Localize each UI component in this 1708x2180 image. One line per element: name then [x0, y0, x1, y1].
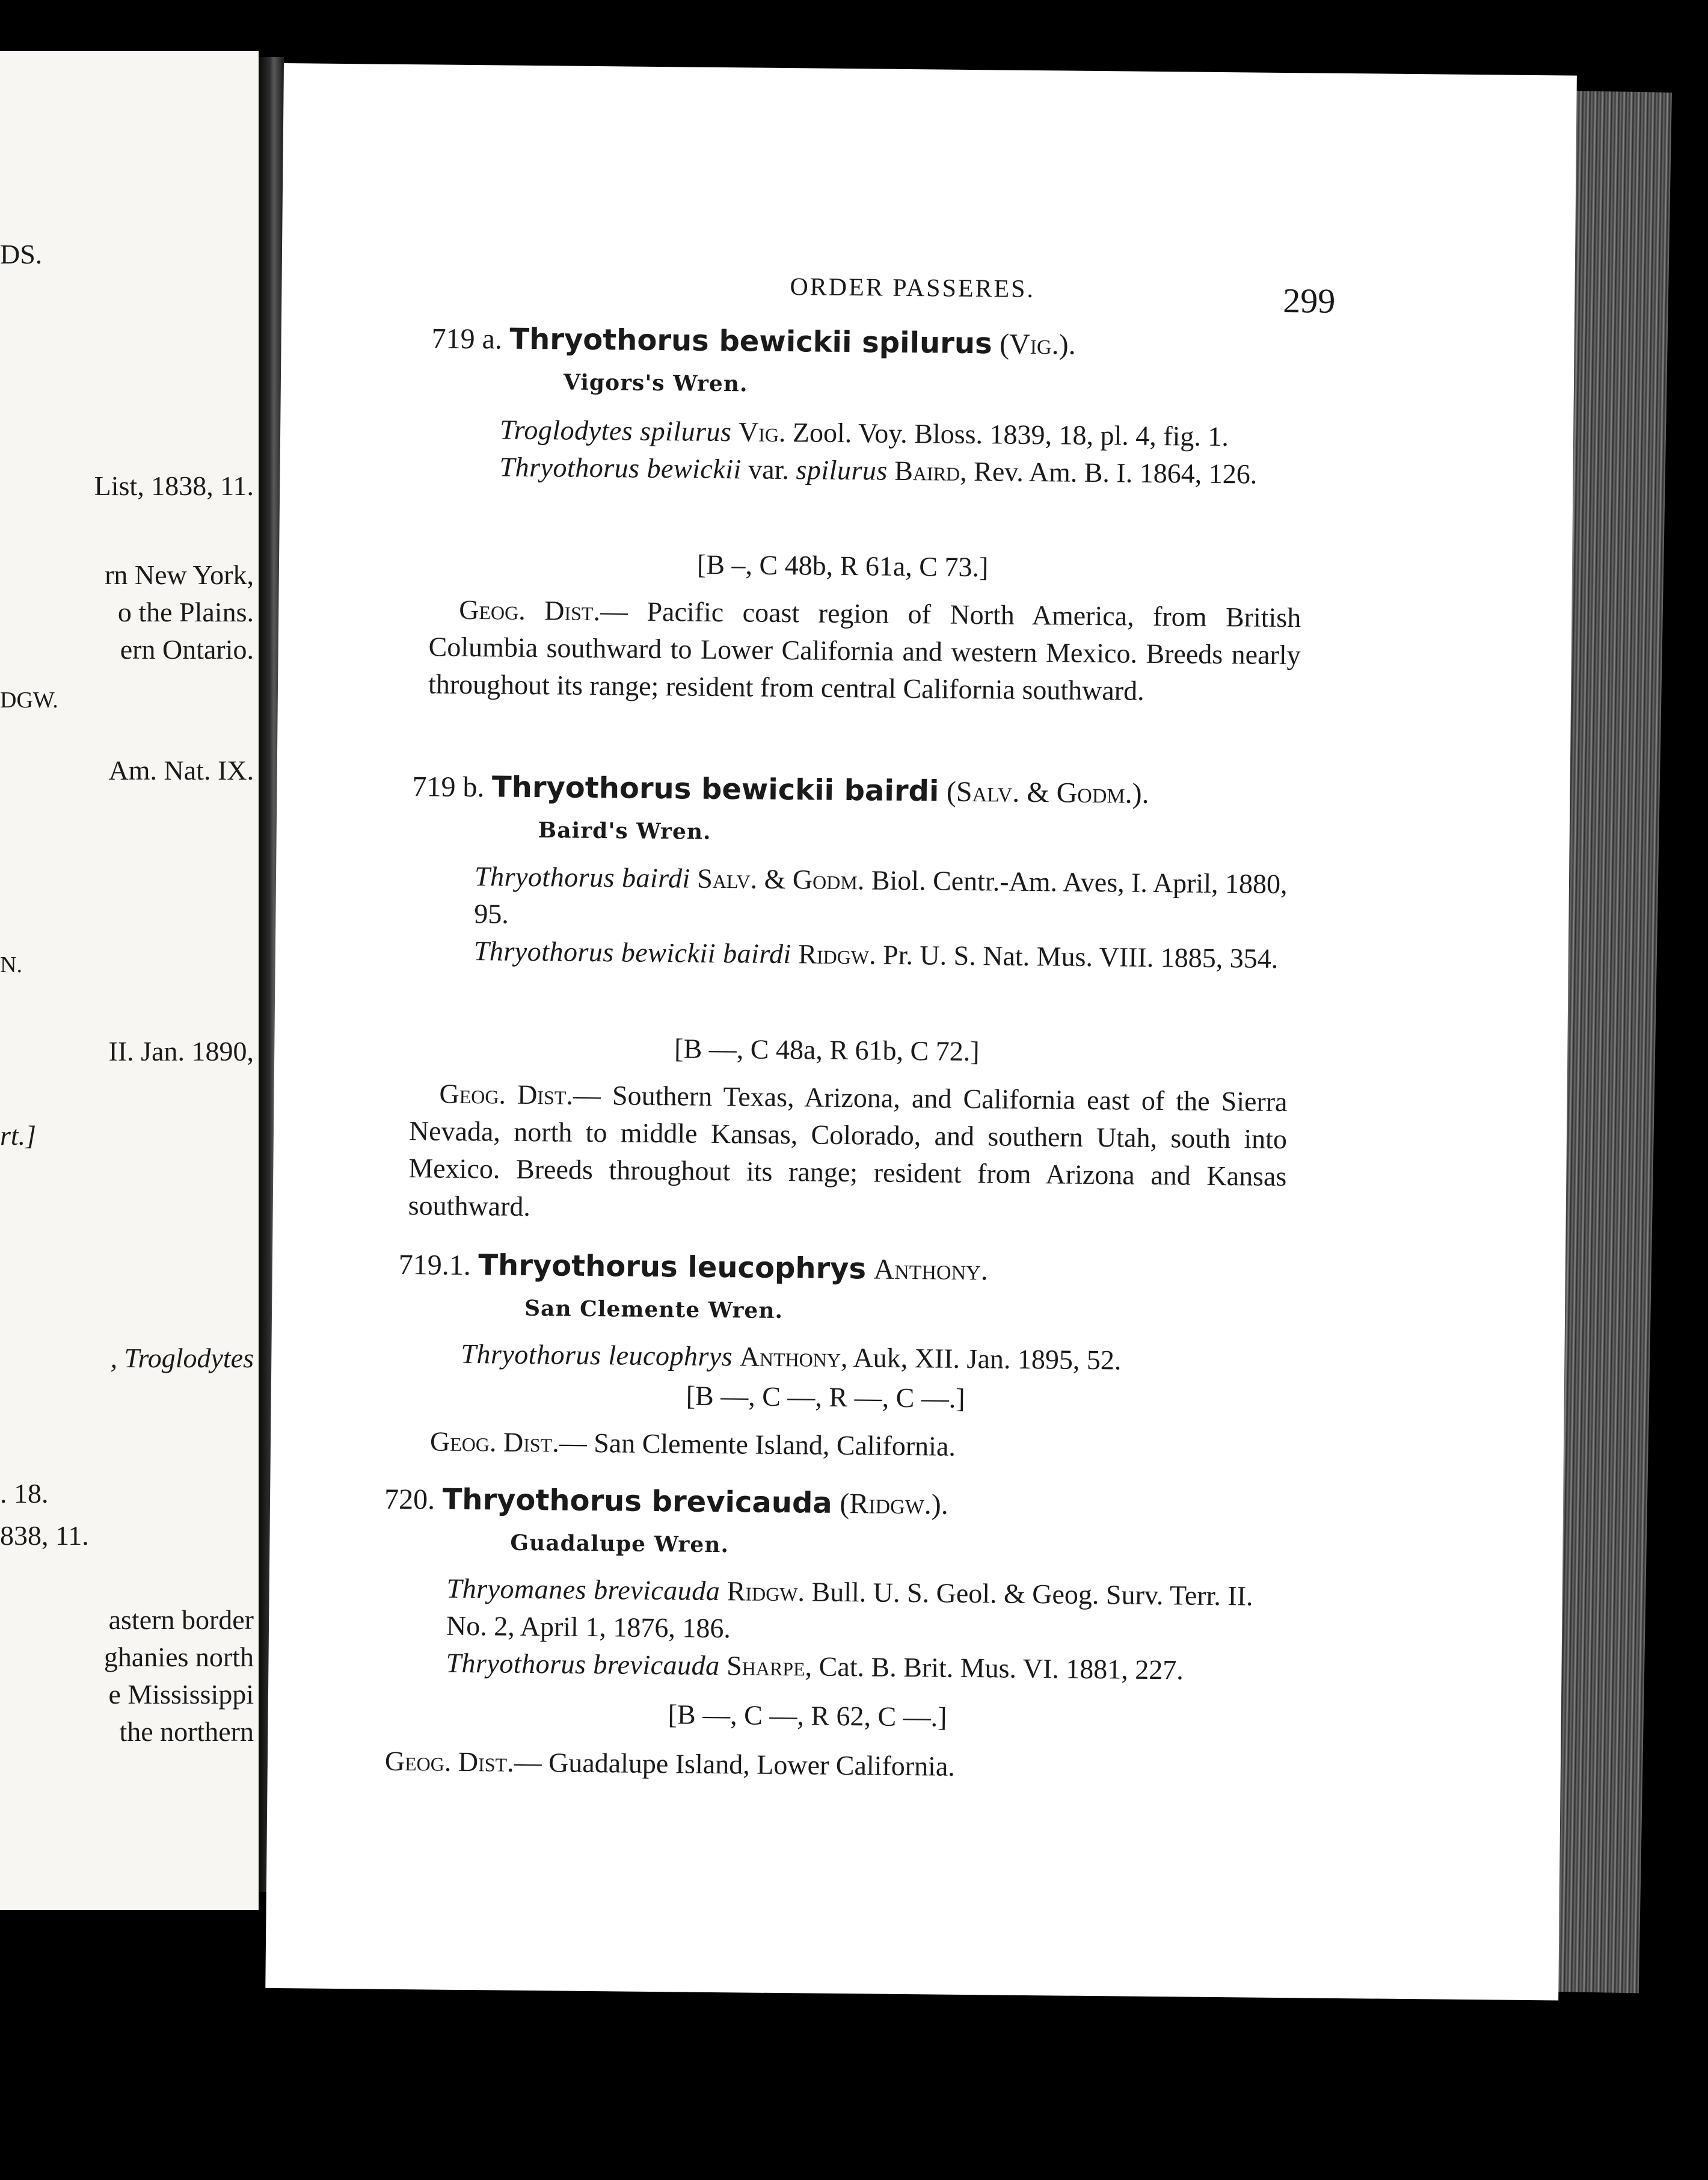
synonym-citation: Pr. U. S. Nat. Mus. VIII. 1885, 354. [882, 939, 1279, 974]
synonym-line [474, 932, 1292, 978]
synonym-name: Thryomanes brevicauda [446, 1572, 720, 1607]
entry-heading [399, 1246, 988, 1287]
synonym-citation: Cat. B. Brit. Mus. VI. 1881, 227. [819, 1651, 1184, 1686]
dist-label: Geog. Dist.— [384, 1745, 542, 1778]
synonym-line [446, 1645, 1288, 1690]
synonym-line [446, 1570, 1289, 1652]
synonym-name: Troglodytes spilurus [499, 414, 732, 448]
scientific-name: Thryothorus brevicauda [442, 1482, 833, 1520]
reference-codes: [B —, C 48a, R 61b, C 72.] [674, 1033, 980, 1067]
left-facing-page [0, 51, 259, 1910]
common-name: Vigors's Wren. [563, 369, 748, 397]
common-name: Baird's Wren. [538, 818, 711, 845]
left-page-fragment: II. Jan. 1890, [108, 1036, 254, 1067]
synonym-author: Sharpe, [726, 1650, 813, 1682]
scientific-name: Thryothorus bewickii bairdi [491, 770, 939, 808]
synonym-name: Thryothorus bewickii bairdi [473, 935, 792, 970]
authority: (Vig.). [999, 328, 1076, 361]
synonym-author: Salv. & Godm. [697, 863, 865, 896]
dist-text: Guadalupe Island, Lower California. [548, 1747, 956, 1782]
page-number: 299 [1282, 280, 1336, 321]
synonym-citation: Zool. Voy. Bloss. 1839, 18, pl. 4, fig. 1. [792, 417, 1229, 452]
common-name: Guadalupe Wren. [510, 1530, 730, 1558]
scientific-name: Thryothorus bewickii spilurus [509, 322, 992, 361]
synonym-citation: Auk, XII. Jan. 1895, 52. [853, 1342, 1122, 1376]
synonym-author: Vig. [738, 416, 786, 448]
left-page-fragment: the northern [119, 1716, 254, 1747]
geographic-distribution [428, 591, 1301, 711]
synonym-author: Anthony, [739, 1341, 848, 1373]
synonym-line [474, 858, 1292, 940]
synonym-line [499, 448, 1306, 493]
synonym-name: Thryothorus brevicauda [446, 1647, 720, 1681]
synonym-name: Thryothorus leucophrys [461, 1338, 733, 1372]
entry-heading [431, 320, 1076, 361]
dist-label: Geog. Dist.— [439, 1078, 601, 1111]
synonym-author: Baird, [894, 455, 967, 487]
running-head: ORDER PASSERES. [790, 273, 1036, 304]
entry-heading [384, 1481, 948, 1521]
synonym-author: Ridgw. [798, 938, 876, 970]
entry-number: 720. [384, 1483, 435, 1516]
authority: Anthony. [873, 1253, 988, 1287]
left-page-fragment: ern Ontario. [120, 634, 254, 665]
entry-heading [412, 768, 1149, 810]
synonym-author: Ridgw. [727, 1575, 805, 1607]
authority: (Salv. & Godm.). [946, 775, 1149, 810]
left-page-fragment: rn New York, [105, 559, 254, 590]
reference-codes: [B —, C —, R —, C —.] [686, 1380, 965, 1414]
left-page-fragment: DS. [0, 239, 43, 269]
geographic-distribution [400, 1423, 1279, 1468]
geographic-distribution [385, 1743, 1264, 1788]
left-page-fragment: e Mississippi [108, 1679, 254, 1710]
reference-codes: [B —, C —, R 62, C —.] [668, 1699, 947, 1732]
left-page-fragment: astern border [108, 1604, 254, 1635]
dist-text: Southern Texas, Arizona, and California east of the Sierra Nevada, north to middle Kansas, Colorado, and southern Utah, south into Mexico. Breeds throughout its range; resident from Arizona and Kansas southward. [408, 1080, 1288, 1222]
left-page-fragment: Am. Nat. IX. [108, 755, 254, 786]
synonym-citation: Bull. U. S. Geol. & Geog. Surv. Terr. II. No. 2, April 1, 1876, 186. [446, 1576, 1253, 1644]
synonym-mid: var. [748, 454, 790, 485]
synonym-name: Thryothorus bairdi [474, 861, 691, 894]
entry-number: 719 a. [431, 322, 503, 356]
common-name: San Clemente Wren. [524, 1295, 784, 1324]
main-page [265, 63, 1577, 2000]
scientific-name: Thryothorus leucophrys [478, 1248, 867, 1286]
left-page-fragment: o the Plains. [117, 597, 254, 627]
left-page-fragment: DGW. [0, 688, 58, 713]
synonym-name: Thryothorus bewickii [499, 451, 742, 485]
reference-codes: [B –, C 48b, R 61a, C 73.] [696, 549, 989, 583]
geographic-distribution [408, 1075, 1287, 1233]
left-page-fragment: ghanies north [103, 1642, 254, 1672]
left-page-fragment: rt.] [0, 1120, 37, 1151]
left-page-fragment: , Troglodytes [110, 1343, 254, 1373]
synonym-citation: Rev. Am. B. I. 1864, 126. [973, 456, 1258, 490]
synonym-citation: Biol. Centr.-Am. Aves, I. April, 1880, 95. [474, 864, 1288, 929]
entry-number: 719 b. [412, 771, 485, 804]
left-page-fragment: 838, 11. [0, 1520, 89, 1551]
authority: (Ridgw.). [839, 1487, 948, 1521]
dist-label: Geog. Dist.— [459, 594, 628, 627]
dist-label: Geog. Dist.— [429, 1426, 587, 1458]
synonym-line [461, 1335, 1291, 1381]
left-page-fragment: N. [0, 952, 22, 978]
left-page-fragment: List, 1838, 11. [94, 470, 254, 501]
entry-number: 719.1. [398, 1248, 472, 1282]
dist-text: San Clemente Island, California. [593, 1427, 956, 1462]
left-page-fragment: . 18. [0, 1478, 49, 1509]
synonym-name-2: spilurus [796, 454, 888, 486]
dist-text: Pacific coast region of North America, from British Columbia southward to Lower California and western Mexico. Breeds nearly throughout its range; resident from central California southward. [428, 596, 1301, 706]
